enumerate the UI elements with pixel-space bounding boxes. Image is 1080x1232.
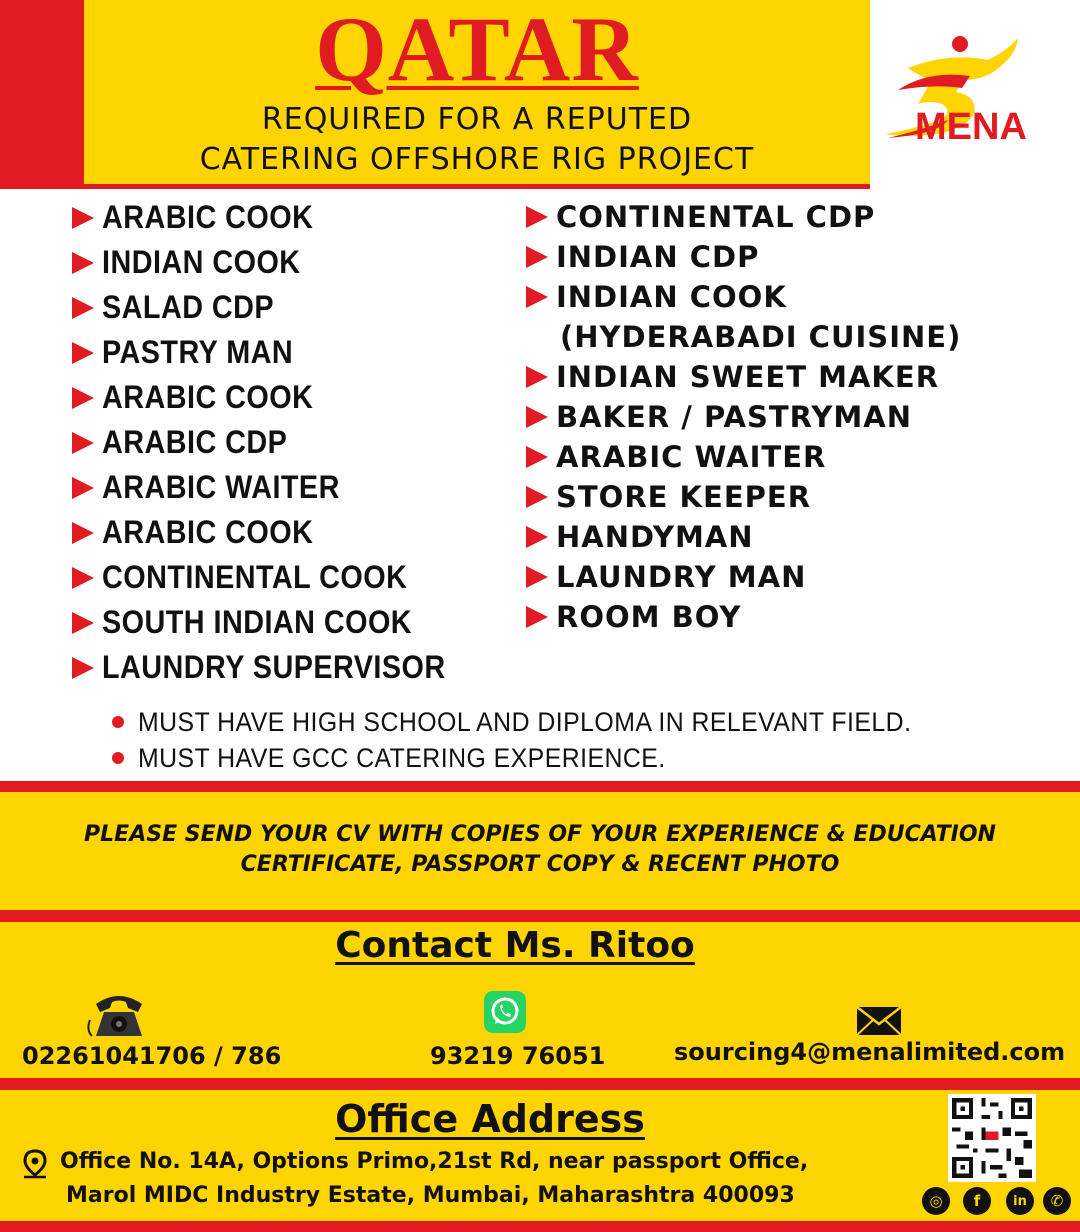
list-item: ARABIC WAITER [72,465,484,510]
arrow-bullet-icon [72,612,94,634]
arrow-bullet-icon [72,522,94,544]
whatsapp-number[interactable]: 93219 76051 [430,1042,606,1070]
list-item: STORE KEEPER [526,477,961,517]
arrow-bullet-icon [526,446,548,468]
list-item: LAUNDRY SUPERVISOR [72,645,484,690]
arrow-bullet-icon [72,297,94,319]
bullet-dot-icon [112,752,124,764]
list-item: SOUTH INDIAN COOK [72,600,484,645]
arrow-bullet-icon [526,606,548,628]
list-item: ROOM BOY [526,597,961,637]
qr-code-icon[interactable] [948,1094,1036,1182]
header-red-bar [0,0,84,188]
arrow-bullet-icon [72,207,94,229]
facebook-icon[interactable]: f [963,1187,991,1215]
divider-line [0,1221,1080,1232]
jobs-left-column [72,195,484,690]
arrow-bullet-icon [72,567,94,589]
instagram-icon[interactable]: ◎ [922,1187,950,1215]
divider-line [0,781,1080,792]
arrow-bullet-icon [526,286,548,308]
subtitle-line-2: CATERING OFFSHORE RIG PROJECT [199,142,755,177]
envelope-icon [856,1006,902,1036]
linkedin-icon[interactable]: in [1006,1187,1034,1215]
address-line-2: Marol MIDC Industry Estate, Mumbai, Maharashtra 400093 [66,1183,795,1208]
office-heading: Office Address [335,1097,645,1141]
arrow-bullet-icon [72,342,94,364]
whatsapp-icon[interactable]: ✆ [1043,1187,1071,1215]
arrow-bullet-icon [526,486,548,508]
address-line-1: Office No. 14A, Options Primo,21st Rd, near passport Office, [60,1149,809,1174]
requirement-item: MUST HAVE HIGH SCHOOL AND DIPLOMA IN RELEVANT FIELD. [112,704,979,740]
location-pin-icon [22,1149,48,1179]
header-divider [0,184,870,189]
list-item: BAKER / PASTRYMAN [526,397,961,437]
cv-note-line-1: PLEASE SEND YOUR CV WITH COPIES OF YOUR EXPERIENCE & EDUCATION [84,822,996,847]
list-item: INDIAN COOK [526,277,961,317]
email-address[interactable]: sourcing4@menalimited.com [674,1038,1066,1066]
arrow-bullet-icon [526,526,548,548]
list-item: SALAD CDP [72,285,484,330]
subtitle-line-1: REQUIRED FOR A REPUTED [261,102,693,137]
arrow-bullet-icon [526,366,548,388]
list-item: ARABIC COOK [72,195,484,240]
requirement-item: MUST HAVE GCC CATERING EXPERIENCE. [112,740,979,776]
list-item: CONTINENTAL CDP [526,197,961,237]
arrow-bullet-icon [526,246,548,268]
jobs-right-column [526,197,961,637]
list-item: LAUNDRY MAN [526,557,961,597]
divider-line [0,910,1080,922]
page-title: QATAR [315,0,639,100]
list-item: ARABIC WAITER [526,437,961,477]
whatsapp-icon [484,991,526,1033]
cv-band [0,792,1080,910]
arrow-bullet-icon [526,406,548,428]
requirements-list [112,704,979,776]
list-item: HANDYMAN [526,517,961,557]
list-item: INDIAN CDP [526,237,961,277]
arrow-bullet-icon [72,477,94,499]
telephone-icon [82,990,156,1038]
list-item: CONTINENTAL COOK [72,555,484,600]
list-item: INDIAN SWEET MAKER [526,357,961,397]
arrow-bullet-icon [526,566,548,588]
list-item-continuation: (HYDERABADI CUISINE) [560,320,962,354]
cv-note-line-2: CERTIFICATE, PASSPORT COPY & RECENT PHOTO [240,852,840,877]
bullet-dot-icon [112,716,124,728]
divider-line [0,1078,1080,1090]
arrow-bullet-icon [526,206,548,228]
arrow-bullet-icon [72,252,94,274]
phone-number[interactable]: 02261041706 / 786 [22,1042,282,1070]
list-item: ARABIC CDP [72,420,484,465]
logo-text: MENA [915,106,1027,148]
list-item: INDIAN COOK [72,240,484,285]
arrow-bullet-icon [72,387,94,409]
list-item: ARABIC COOK [72,375,484,420]
arrow-bullet-icon [72,657,94,679]
list-item: PASTRY MAN [72,330,484,375]
list-item: ARABIC COOK [72,510,484,555]
arrow-bullet-icon [72,432,94,454]
contact-heading: Contact Ms. Ritoo [335,925,695,966]
